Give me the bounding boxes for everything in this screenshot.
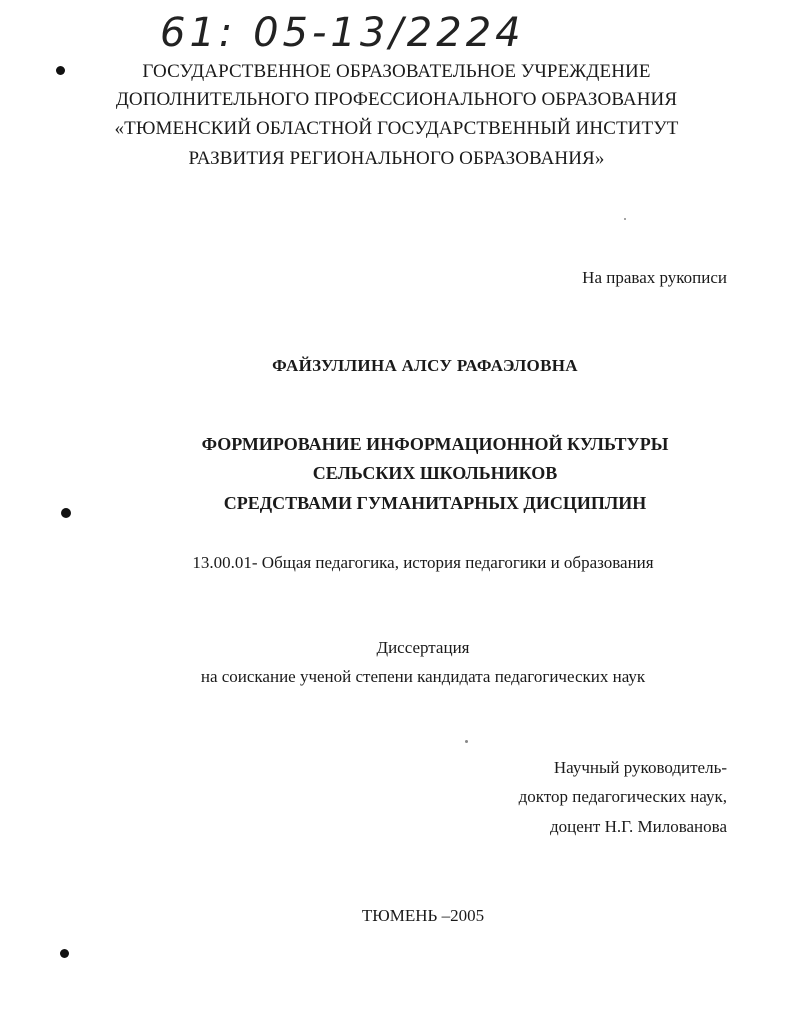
handwritten-archive-number: 61: 05-13/2224 [160,10,525,56]
institution-line-2: ДОПОЛНИТЕЛЬНОГО ПРОФЕССИОНАЛЬНОГО ОБРАЗОВАНИЯ [115,89,678,110]
institution-line-1: ГОСУДАРСТВЕННОЕ ОБРАЗОВАТЕЛЬНОЕ УЧРЕЖДЕНИЕ [142,61,651,82]
supervisor-name: доцент Н.Г. Милованова [550,817,727,836]
dissertation-purpose: на соискание ученой степени кандидата педагогических наук [200,667,646,686]
scan-speck [60,949,69,958]
title-line-1: ФОРМИРОВАНИЕ ИНФОРМАЦИОННОЙ КУЛЬТУРЫ [201,434,669,454]
manuscript-note: На правах рукописи [582,268,727,287]
scan-speck [624,218,626,220]
institution-line-3: «ТЮМЕНСКИЙ ОБЛАСТНОЙ ГОСУДАРСТВЕННЫЙ ИНСТИТУТ [114,118,679,139]
scan-speck [465,740,468,743]
specialty-code: 13.00.01- Общая педагогика, история педагогики и образования [192,553,654,572]
dissertation-label: Диссертация [376,638,470,657]
supervisor-degree: доктор педагогических наук, [518,787,727,806]
institution-line-4: РАЗВИТИЯ РЕГИОНАЛЬНОГО ОБРАЗОВАНИЯ» [188,148,605,169]
title-line-2: СЕЛЬСКИХ ШКОЛЬНИКОВ [312,463,558,483]
title-line-3: СРЕДСТВАМИ ГУМАНИТАРНЫХ ДИСЦИПЛИН [223,493,647,513]
supervisor-role: Научный руководитель- [553,758,727,777]
city-year: ТЮМЕНЬ –2005 [361,906,485,925]
author-name: ФАЙЗУЛЛИНА АЛСУ РАФАЭЛОВНА [272,356,578,375]
